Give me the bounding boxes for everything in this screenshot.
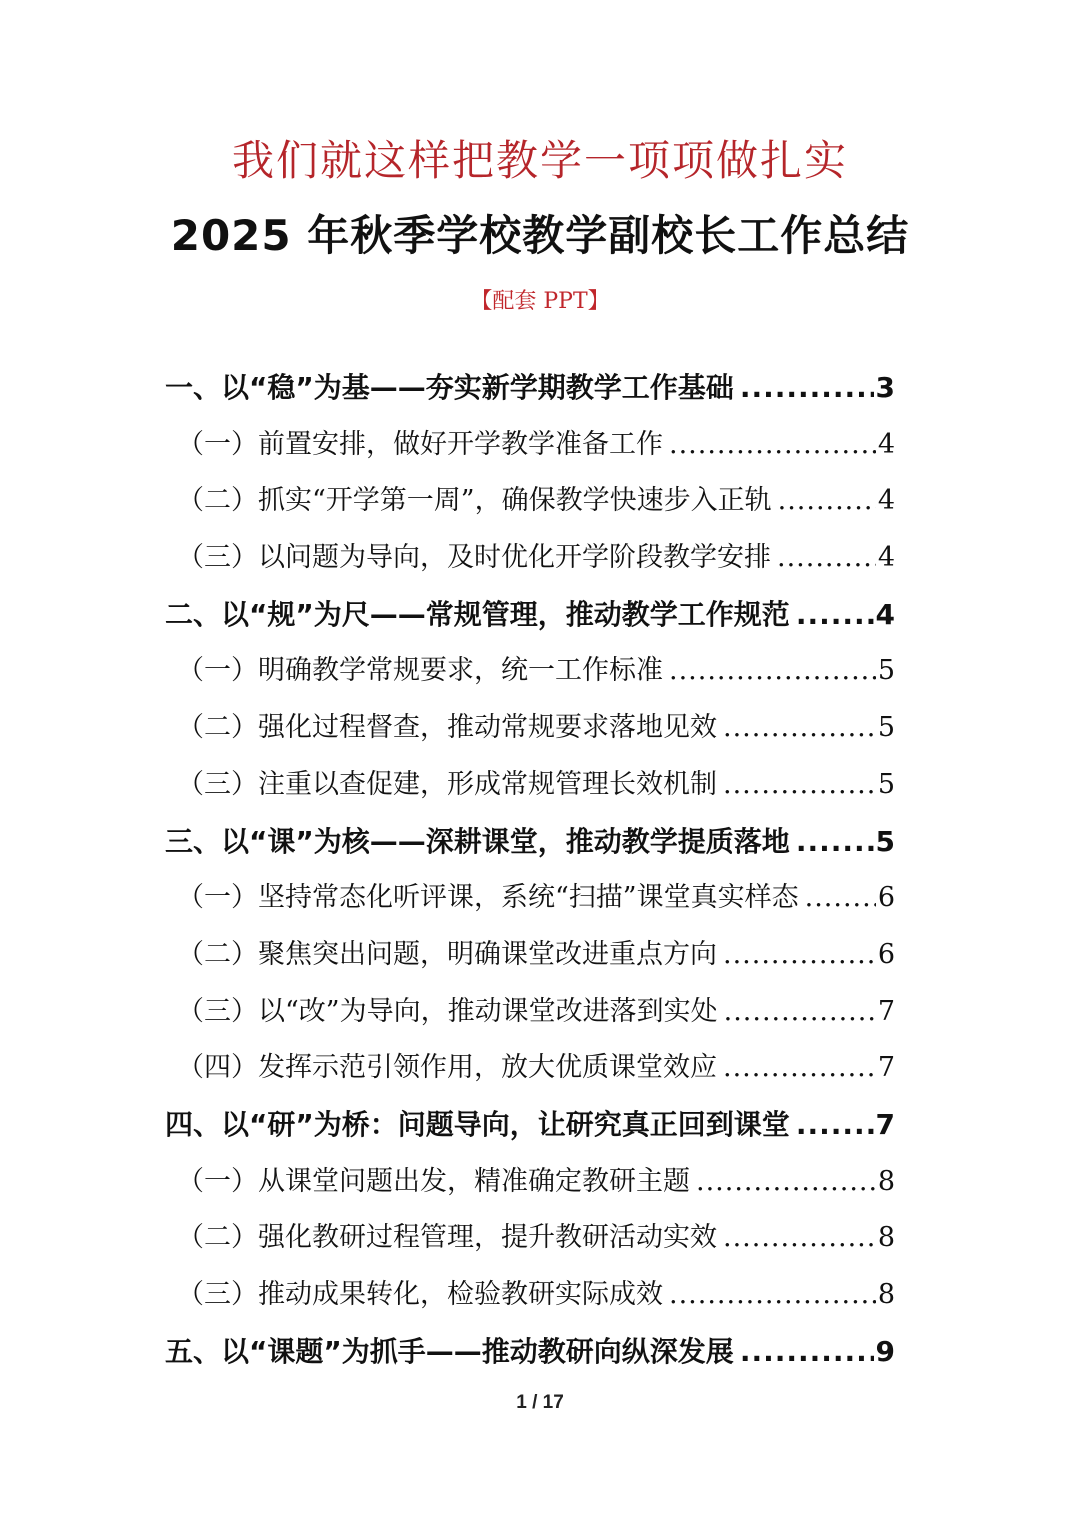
toc-page-number: 7	[877, 995, 895, 1027]
toc-subsection-entry[interactable]	[165, 927, 895, 984]
toc-page-number: 4	[877, 485, 895, 517]
toc-subsection-entry[interactable]	[165, 870, 895, 927]
toc-entry-title: 四、以“研”为桥：问题导向，让研究真正回到课堂	[165, 1107, 790, 1141]
toc-page-number: 5	[877, 768, 895, 800]
toc-entry-title: （二）强化过程督查，推动常规要求落地见效	[177, 712, 717, 744]
ppt-tag: 【配套 PPT】	[470, 289, 610, 314]
toc-dot-leader	[669, 417, 876, 474]
toc-page-number: 9	[875, 1334, 895, 1368]
toc-entry-title: （三）以问题为导向，及时优化开学阶段教学安排	[177, 542, 771, 574]
toc-dot-leader	[696, 1154, 876, 1211]
toc-entry-title: （二）抓实“开学第一周”，确保教学快速步入正轨	[177, 485, 772, 517]
toc-subsection-entry[interactable]	[165, 1210, 895, 1267]
toc-page-number: 8	[877, 1222, 895, 1254]
toc-dot-leader	[796, 814, 874, 871]
toc-page-number: 5	[875, 824, 895, 858]
toc-dot-leader	[777, 530, 876, 587]
toc-page-number: 8	[877, 1279, 895, 1310]
toc-dot-leader	[778, 473, 876, 530]
document-subtitle: 我们就这样把教学一项项做扎实	[231, 136, 848, 185]
toc-subsection-entry[interactable]	[165, 1040, 895, 1097]
toc-entry-title: （一）坚持常态化听评课，系统“扫描”课堂真实样态	[177, 882, 799, 914]
toc-page-number: 4	[875, 597, 895, 631]
toc-entry-title: （二）聚焦突出问题，明确课堂改进重点方向	[177, 938, 717, 970]
toc-entry-title: （二）强化教研过程管理，提升教研活动实效	[177, 1222, 717, 1254]
toc-section-entry[interactable]	[165, 587, 895, 644]
toc-entry-title: （一）从课堂问题出发，精准确定教研主题	[177, 1165, 690, 1197]
toc-section-entry[interactable]	[165, 1097, 895, 1154]
toc-subsection-entry[interactable]	[165, 700, 895, 757]
toc-page-number: 6	[877, 882, 895, 914]
toc-dot-leader	[723, 757, 876, 814]
toc-dot-leader	[796, 587, 874, 644]
toc-subsection-entry[interactable]	[165, 1154, 895, 1211]
toc-dot-leader	[669, 643, 876, 700]
toc-dot-leader	[796, 1097, 874, 1154]
toc-page-number: 5	[877, 655, 895, 687]
toc-page-number: 8	[877, 1165, 895, 1197]
toc-dot-leader	[723, 1210, 876, 1267]
toc-section-entry[interactable]	[165, 360, 895, 417]
toc-entry-title: （三）以“改”为导向，推动课堂改进落到实处	[177, 995, 718, 1027]
toc-entry-title: 一、以“稳”为基——夯实新学期教学工作基础	[165, 371, 734, 404]
toc-subsection-entry[interactable]	[165, 984, 895, 1041]
toc-dot-leader	[724, 984, 876, 1041]
page-indicator: 1 / 17	[516, 1392, 564, 1413]
document-title: 2025 年秋季学校教学副校长工作总结	[170, 211, 910, 260]
toc-entry-title: （一）前置安排，做好开学教学准备工作	[177, 428, 663, 460]
toc-entry-title: （三）注重以查促建，形成常规管理长效机制	[177, 768, 717, 800]
toc-entry-title: （三）推动成果转化，检验教研实际成效	[177, 1279, 663, 1310]
toc-entry-title: 三、以“课”为核——深耕课堂，推动教学提质落地	[165, 824, 790, 858]
toc-page-number: 6	[877, 938, 895, 970]
toc-dot-leader	[669, 1267, 876, 1324]
toc-dot-leader	[740, 1324, 874, 1381]
toc-page-number: 5	[877, 712, 895, 744]
toc-subsection-entry[interactable]	[165, 1267, 895, 1324]
toc-subsection-entry[interactable]	[165, 530, 895, 587]
toc-entry-title: 五、以“课题”为抓手——推动教研向纵深发展	[165, 1334, 734, 1368]
toc-entry-title: 二、以“规”为尺——常规管理，推动教学工作规范	[165, 597, 790, 631]
toc-page-number: 7	[875, 1107, 895, 1141]
toc-dot-leader	[723, 700, 876, 757]
toc-dot-leader	[740, 360, 874, 417]
toc-page-number: 4	[877, 428, 895, 460]
toc-subsection-entry[interactable]	[165, 473, 895, 530]
toc-entry-title: （一）明确教学常规要求，统一工作标准	[177, 655, 663, 687]
toc-subsection-entry[interactable]	[165, 757, 895, 814]
toc-dot-leader	[723, 1040, 876, 1097]
toc-entry-title: （四）发挥示范引领作用，放大优质课堂效应	[177, 1052, 717, 1084]
toc-dot-leader	[805, 870, 876, 927]
toc-page-number: 7	[877, 1052, 895, 1084]
toc-page-number: 3	[875, 371, 895, 404]
toc-dot-leader	[723, 927, 876, 984]
toc-subsection-entry[interactable]	[165, 417, 895, 474]
toc-subsection-entry[interactable]	[165, 643, 895, 700]
table-of-contents	[165, 360, 895, 1380]
toc-page-number: 4	[877, 542, 895, 574]
toc-section-entry[interactable]	[165, 814, 895, 871]
toc-section-entry[interactable]	[165, 1324, 895, 1381]
